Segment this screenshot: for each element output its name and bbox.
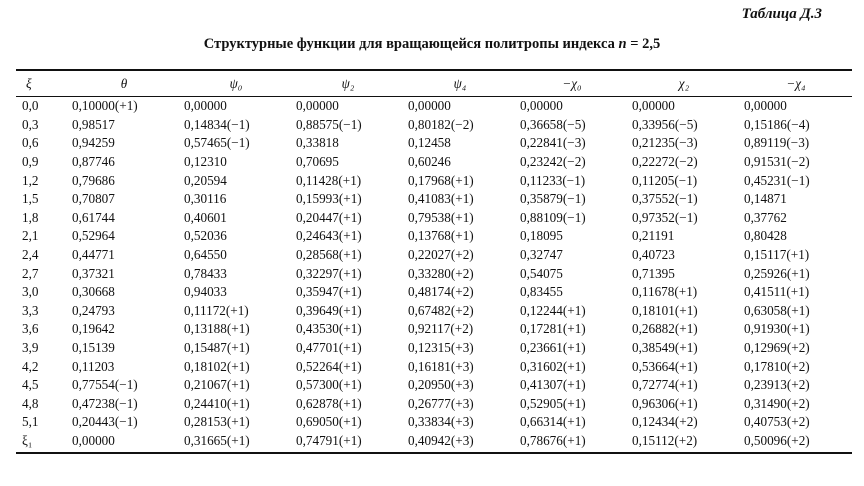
value-cell: 0,30116 xyxy=(184,191,227,207)
value-cell: 0,23913(+2) xyxy=(744,377,810,393)
value-cell: 0,12458 xyxy=(408,135,451,151)
column-header: ψ₀ xyxy=(229,75,243,91)
value-cell: 0,54075 xyxy=(520,265,563,281)
value-cell: 0,97352(−1) xyxy=(632,209,698,225)
value-cell: 0,74791(+1) xyxy=(296,432,362,448)
value-cell: 0,31490(+2) xyxy=(744,395,810,411)
value-cell: 0,17968(+1) xyxy=(408,172,474,188)
column-header: ξ xyxy=(26,75,32,91)
value-cell: 0,33818 xyxy=(296,135,339,151)
value-cell: 0,18102(+1) xyxy=(184,358,250,374)
table-row xyxy=(16,227,852,246)
value-cell: 0,40942(+3) xyxy=(408,432,474,448)
value-cell: 0,94033 xyxy=(184,284,227,300)
value-cell: 0,70695 xyxy=(296,154,339,170)
value-cell: 0,80182(−2) xyxy=(408,116,474,132)
value-cell: 0,87746 xyxy=(72,154,115,170)
value-cell: 0,00000 xyxy=(184,98,227,114)
value-cell: 0,40601 xyxy=(184,209,227,225)
value-cell: 0,17281(+1) xyxy=(520,321,586,337)
value-cell: 0,31665(+1) xyxy=(184,432,250,448)
value-cell: 0,00000 xyxy=(72,432,115,448)
table-row xyxy=(16,376,852,395)
value-cell: 0,48174(+2) xyxy=(408,284,474,300)
value-cell: 0,12310 xyxy=(184,154,227,170)
value-cell: 0,28153(+1) xyxy=(184,414,250,430)
table-row xyxy=(16,209,852,228)
value-cell: 0,26882(+1) xyxy=(632,321,698,337)
value-cell: 0,13768(+1) xyxy=(408,228,474,244)
value-cell: 0,44771 xyxy=(72,247,115,263)
value-cell: 0,37321 xyxy=(72,265,115,281)
value-cell: 0,64550 xyxy=(184,247,227,263)
value-cell: 0,80428 xyxy=(744,228,787,244)
value-cell: 0,31602(+1) xyxy=(520,358,586,374)
value-cell: 0,14871 xyxy=(744,191,787,207)
value-cell: 0,11205(−1) xyxy=(632,172,698,188)
value-cell: 0,33956(−5) xyxy=(632,116,698,132)
value-cell: 0,32297(+1) xyxy=(296,265,362,281)
value-cell: 0,61744 xyxy=(72,209,115,225)
value-cell: 0,72774(+1) xyxy=(632,377,698,393)
value-cell: 0,41307(+1) xyxy=(520,377,586,393)
value-cell: 0,70807 xyxy=(72,191,115,207)
table-row xyxy=(16,116,852,135)
value-cell: 0,47701(+1) xyxy=(296,340,362,356)
xi-cell: 2,7 xyxy=(22,265,39,281)
table-row xyxy=(16,134,852,153)
value-cell: 0,83455 xyxy=(520,284,563,300)
value-cell: 0,00000 xyxy=(296,98,339,114)
value-cell: 0,98517 xyxy=(72,116,115,132)
table-row xyxy=(16,432,852,454)
value-cell: 0,47238(−1) xyxy=(72,395,138,411)
value-cell: 0,38549(+1) xyxy=(632,340,698,356)
value-cell: 0,17810(+2) xyxy=(744,358,810,374)
table-row xyxy=(16,283,852,302)
value-cell: 0,12434(+2) xyxy=(632,414,698,430)
value-cell: 0,36658(−5) xyxy=(520,116,586,132)
table-row xyxy=(16,395,852,414)
value-cell: 0,94259 xyxy=(72,135,115,151)
value-cell: 0,45231(−1) xyxy=(744,172,810,188)
value-cell: 0,11428(+1) xyxy=(296,172,362,188)
value-cell: 0,20443(−1) xyxy=(72,414,138,430)
value-cell: 0,50096(+2) xyxy=(744,432,810,448)
table-row xyxy=(16,171,852,190)
caption-variable: n xyxy=(618,36,627,52)
value-cell: 0,11203 xyxy=(72,358,115,374)
xi-cell: 4,2 xyxy=(22,358,39,374)
value-cell: 0,14834(−1) xyxy=(184,116,250,132)
xi-cell: 2,4 xyxy=(22,247,39,263)
xi-cell: 1,5 xyxy=(22,191,39,207)
xi-cell: ξ₁ xyxy=(22,432,33,448)
value-cell: 0,79686 xyxy=(72,172,115,188)
value-cell: 0,52905(+1) xyxy=(520,395,586,411)
table-row xyxy=(16,264,852,283)
column-header: ψ₂ xyxy=(341,75,355,91)
structure-functions-table xyxy=(16,69,852,454)
table-row xyxy=(16,357,852,376)
value-cell: 0,52964 xyxy=(72,228,115,244)
value-cell: 0,96306(+1) xyxy=(632,395,698,411)
xi-cell: 1,2 xyxy=(22,172,39,188)
value-cell: 0,37552(−1) xyxy=(632,191,698,207)
value-cell: 0,39649(+1) xyxy=(296,302,362,318)
value-cell: 0,37762 xyxy=(744,209,787,225)
xi-cell: 2,1 xyxy=(22,228,39,244)
table-row xyxy=(16,153,852,172)
value-cell: 0,24410(+1) xyxy=(184,395,250,411)
xi-cell: 4,5 xyxy=(22,377,39,393)
value-cell: 0,26777(+3) xyxy=(408,395,474,411)
value-cell: 0,63058(+1) xyxy=(744,302,810,318)
value-cell: 0,00000 xyxy=(520,98,563,114)
value-cell: 0,92117(+2) xyxy=(408,321,474,337)
value-cell: 0,18101(+1) xyxy=(632,302,698,318)
header-row xyxy=(16,70,852,97)
value-cell: 0,52036 xyxy=(184,228,227,244)
value-cell: 0,19642 xyxy=(72,321,115,337)
xi-cell: 1,8 xyxy=(22,209,39,225)
value-cell: 0,15186(−4) xyxy=(744,116,810,132)
value-cell: 0,12969(+2) xyxy=(744,340,810,356)
value-cell: 0,11172(+1) xyxy=(184,302,249,318)
table-row xyxy=(16,302,852,321)
value-cell: 0,21235(−3) xyxy=(632,135,698,151)
column-header: −χ₄ xyxy=(786,75,806,91)
value-cell: 0,60246 xyxy=(408,154,451,170)
value-cell: 0,33280(+2) xyxy=(408,265,474,281)
value-cell: 0,13188(+1) xyxy=(184,321,250,337)
value-cell: 0,35947(+1) xyxy=(296,284,362,300)
table-row xyxy=(16,413,852,432)
value-cell: 0,78433 xyxy=(184,265,227,281)
value-cell: 0,88575(−1) xyxy=(296,116,362,132)
value-cell: 0,71395 xyxy=(632,265,675,281)
value-cell: 0,20950(+3) xyxy=(408,377,474,393)
value-cell: 0,40753(+2) xyxy=(744,414,810,430)
caption-value: = 2,5 xyxy=(630,36,661,52)
value-cell: 0,00000 xyxy=(744,98,787,114)
value-cell: 0,18095 xyxy=(520,228,563,244)
column-header: −χ₀ xyxy=(562,75,582,91)
xi-cell: 3,3 xyxy=(22,302,39,318)
xi-cell: 0,0 xyxy=(22,98,39,114)
xi-cell: 3,0 xyxy=(22,284,39,300)
value-cell: 0,23661(+1) xyxy=(520,340,586,356)
value-cell: 0,16181(+3) xyxy=(408,358,474,374)
value-cell: 0,21067(+1) xyxy=(184,377,250,393)
value-cell: 0,20594 xyxy=(184,172,227,188)
value-cell: 0,77554(−1) xyxy=(72,377,138,393)
value-cell: 0,00000 xyxy=(408,98,451,114)
xi-cell: 5,1 xyxy=(22,414,39,430)
value-cell: 0,53664(+1) xyxy=(632,358,698,374)
value-cell: 0,40723 xyxy=(632,247,675,263)
value-cell: 0,43530(+1) xyxy=(296,321,362,337)
value-cell: 0,15487(+1) xyxy=(184,340,250,356)
value-cell: 0,15139 xyxy=(72,340,115,356)
table-caption xyxy=(0,36,864,53)
value-cell: 0,12244(+1) xyxy=(520,302,586,318)
xi-cell: 4,8 xyxy=(22,395,39,411)
table-row xyxy=(16,97,852,116)
value-cell: 0,32747 xyxy=(520,247,563,263)
column-header: ψ₄ xyxy=(453,75,467,91)
value-cell: 0,69050(+1) xyxy=(296,414,362,430)
value-cell: 0,67482(+2) xyxy=(408,302,474,318)
value-cell: 0,33834(+3) xyxy=(408,414,474,430)
table-row xyxy=(16,339,852,358)
xi-cell: 0,9 xyxy=(22,154,39,170)
value-cell: 0,88109(−1) xyxy=(520,209,586,225)
xi-cell: 3,6 xyxy=(22,321,39,337)
value-cell: 0,25926(+1) xyxy=(744,265,810,281)
caption-text: Структурные функции для вращающейся политропы индекса xyxy=(203,36,615,52)
table-body xyxy=(16,97,852,454)
value-cell: 0,91531(−2) xyxy=(744,154,810,170)
value-cell: 0,21191 xyxy=(632,228,675,244)
value-cell: 0,24643(+1) xyxy=(296,228,362,244)
value-cell: 0,28568(+1) xyxy=(296,247,362,263)
value-cell: 0,15993(+1) xyxy=(296,191,362,207)
value-cell: 0,52264(+1) xyxy=(296,358,362,374)
table-row xyxy=(16,320,852,339)
value-cell: 0,78676(+1) xyxy=(520,432,586,448)
value-cell: 0,22272(−2) xyxy=(632,154,698,170)
value-cell: 0,30668 xyxy=(72,284,115,300)
value-cell: 0,22027(+2) xyxy=(408,247,474,263)
column-header: θ xyxy=(120,75,128,91)
value-cell: 0,57465(−1) xyxy=(184,135,250,151)
xi-cell: 0,3 xyxy=(22,116,39,132)
value-cell: 0,23242(−2) xyxy=(520,154,586,170)
value-cell: 0,15112(+2) xyxy=(632,432,698,448)
value-cell: 0,20447(+1) xyxy=(296,209,362,225)
value-cell: 0,62878(+1) xyxy=(296,395,362,411)
value-cell: 0,11678(+1) xyxy=(632,284,698,300)
value-cell: 0,11233(−1) xyxy=(520,172,586,188)
table-row xyxy=(16,246,852,265)
table-row xyxy=(16,190,852,209)
value-cell: 0,10000(+1) xyxy=(72,98,138,114)
value-cell: 0,91930(+1) xyxy=(744,321,810,337)
xi-cell: 0,6 xyxy=(22,135,39,151)
value-cell: 0,66314(+1) xyxy=(520,414,586,430)
table-label: Таблица Д.3 xyxy=(741,6,822,22)
value-cell: 0,35879(−1) xyxy=(520,191,586,207)
value-cell: 0,79538(+1) xyxy=(408,209,474,225)
value-cell: 0,41083(+1) xyxy=(408,191,474,207)
value-cell: 0,12315(+3) xyxy=(408,340,474,356)
xi-cell: 3,9 xyxy=(22,340,39,356)
value-cell: 0,89119(−3) xyxy=(744,135,810,151)
value-cell: 0,22841(−3) xyxy=(520,135,586,151)
value-cell: 0,41511(+1) xyxy=(744,284,810,300)
column-header: χ₂ xyxy=(678,75,690,91)
value-cell: 0,24793 xyxy=(72,302,115,318)
value-cell: 0,00000 xyxy=(632,98,675,114)
value-cell: 0,15117(+1) xyxy=(744,247,810,263)
value-cell: 0,57300(+1) xyxy=(296,377,362,393)
